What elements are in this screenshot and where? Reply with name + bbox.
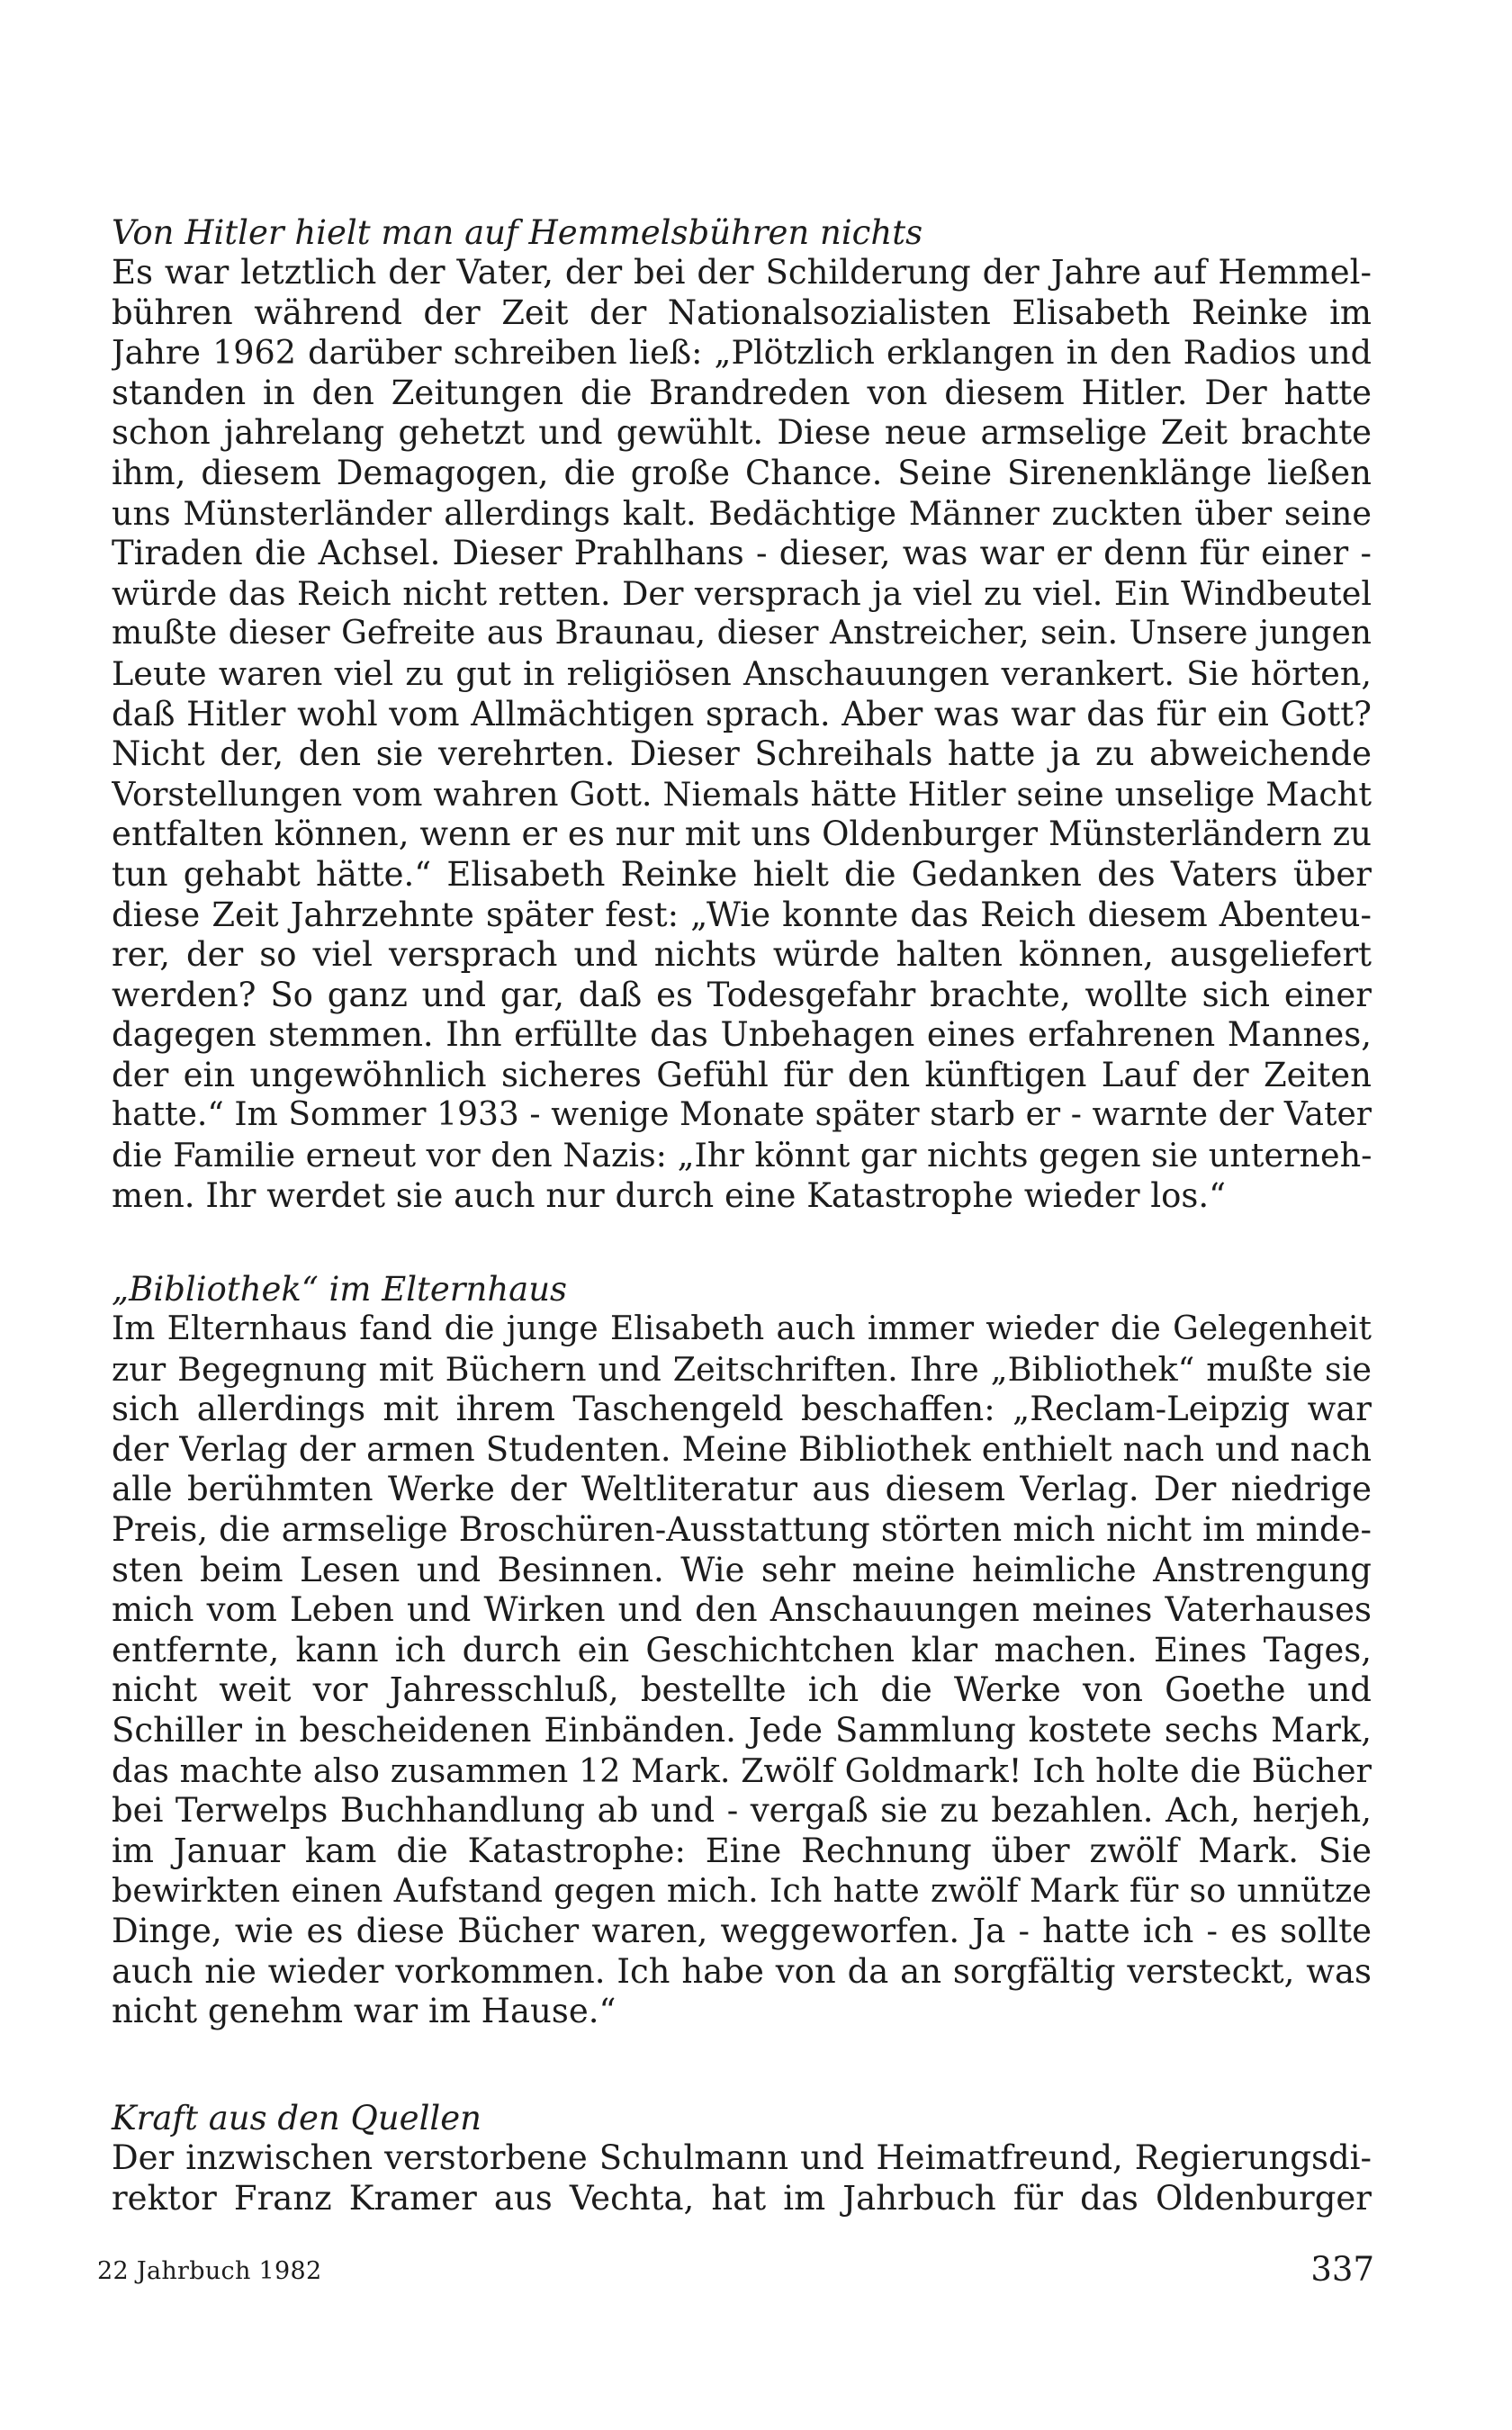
text-line: dagegen stemmen. Ihn erfüllte das Unbehagen eines erfahrenen Mannes, — [112, 1015, 1372, 1055]
section-hitler — [112, 212, 1372, 1216]
text-line: Jahre 1962 darüber schreiben ließ: „Plötzlich erklangen in den Radios und — [112, 333, 1372, 373]
text-line: daß Hitler wohl vom Allmächtigen sprach. Aber was war das für ein Gott? — [112, 694, 1372, 734]
text-line: tun gehabt hätte.“ Elisabeth Reinke hielt die Gedanken des Vaters über — [112, 854, 1372, 894]
text-line: nicht weit vor Jahresschluß, bestellte ich die Werke von Goethe und — [112, 1670, 1372, 1710]
text-line: uns Münsterländer allerdings kalt. Bedächtige Männer zuckten über seine — [112, 493, 1372, 533]
text-line: bei Terwelps Buchhandlung ab und - vergaß sie zu bezahlen. Ach, herjeh, — [112, 1791, 1372, 1831]
text-line: entfalten können, wenn er es nur mit uns Oldenburger Münsterländern zu — [112, 814, 1372, 854]
text-line: entfernte, kann ich durch ein Geschichtchen klar machen. Eines Tages, — [112, 1630, 1372, 1670]
text-line: würde das Reich nicht retten. Der versprach ja viel zu viel. Ein Windbeutel — [112, 573, 1372, 613]
text-line: mußte dieser Gefreite aus Braunau, dieser Anstreicher, sein. Unsere jungen — [112, 615, 1372, 652]
text-line: der ein ungewöhnlich sicheres Gefühl für den künftigen Lauf der Zeiten — [112, 1055, 1372, 1094]
text-line: Nicht der, den sie verehrten. Dieser Schreihals hatte ja zu abweichende — [112, 734, 1372, 774]
text-line: sten beim Lesen und Besinnen. Wie sehr meine heimliche Anstrengung — [112, 1550, 1372, 1589]
text-line: diese Zeit Jahrzehnte später fest: „Wie konnte das Reich diesem Abenteu- — [112, 895, 1372, 934]
section-kraft — [112, 2098, 1372, 2218]
text-line: bewirkten einen Aufstand gegen mich. Ich hatte zwölf Mark für so unnütze — [112, 1871, 1372, 1911]
text-line: ihm, diesem Demagogen, die große Chance. Seine Sirenenklänge ließen — [112, 453, 1372, 492]
section-body — [112, 1310, 1372, 2032]
text-line: die Familie erneut vor den Nazis: „Ihr könnt gar nichts gegen sie unterneh- — [112, 1136, 1372, 1175]
text-line: hatte.“ Im Sommer 1933 - wenige Monate später starb er - warnte der Vater — [112, 1096, 1372, 1134]
text-line: bühren während der Zeit der Nationalsozialisten Elisabeth Reinke im — [112, 292, 1372, 332]
text-line: Es war letztlich der Vater, der bei der Schilderung der Jahre auf Hemmel- — [112, 253, 1372, 292]
text-line: standen in den Zeitungen die Brandreden von diesem Hitler. Der hatte — [112, 373, 1372, 412]
text-line: Tiraden die Achsel. Dieser Prahlhans - dieser, was war er denn für einer - — [112, 534, 1372, 573]
text-line: Im Elternhaus fand die junge Elisabeth auch immer wieder die Gelegenheit — [112, 1310, 1372, 1347]
text-line: rektor Franz Kramer aus Vechta, hat im Jahrbuch für das Oldenburger — [112, 2178, 1372, 2218]
text-line: Preis, die armselige Broschüren-Ausstattung störten mich nicht im minde- — [112, 1509, 1372, 1549]
text-line: Der inzwischen verstorbene Schulmann und Heimatfreund, Regierungsdi- — [112, 2138, 1372, 2177]
text-line: das machte also zusammen 12 Mark. Zwölf Goldmark! Ich holte die Bücher — [112, 1750, 1372, 1790]
text-line: Vorstellungen vom wahren Gott. Niemals hätte Hitler seine unselige Macht — [112, 774, 1372, 814]
text-line: nicht genehm war im Hause.“ — [112, 1992, 616, 2031]
text-line: Leute waren viel zu gut in religiösen Anschauungen verankert. Sie hörten, — [112, 653, 1372, 693]
section-bibliothek — [112, 1269, 1372, 2032]
text-line: Schiller in bescheidenen Einbänden. Jede Sammlung kostete sechs Mark, — [112, 1710, 1372, 1750]
text-line: der Verlag der armen Studenten. Meine Bibliothek enthielt nach und nach — [112, 1429, 1372, 1469]
section-heading: Von Hitler hielt man auf Hemmelsbühren nichts — [112, 213, 923, 252]
text-line: Dinge, wie es diese Bücher waren, weggeworfen. Ja - hatte ich - es sollte — [112, 1911, 1372, 1950]
text-line: rer, der so viel versprach und nichts würde halten können, ausgeliefert — [112, 935, 1372, 975]
text-line: schon jahrelang gehetzt und gewühlt. Diese neue armselige Zeit brachte — [112, 413, 1372, 453]
section-heading: Kraft aus den Quellen — [112, 2099, 482, 2138]
text-line: auch nie wieder vorkommen. Ich habe von da an sorgfältig versteckt, was — [112, 1951, 1372, 1991]
text-line: sich allerdings mit ihrem Taschengeld beschaffen: „Reclam-Leipzig war — [112, 1390, 1372, 1429]
page-number: 337 — [1310, 2250, 1374, 2289]
section-body — [112, 253, 1372, 1216]
footer-signature: 22 Jahrbuch 1982 — [97, 2257, 322, 2285]
text-line: alle berühmten Werke der Weltliteratur aus diesem Verlag. Der niedrige — [112, 1470, 1372, 1509]
text-line: mich vom Leben und Wirken und den Anschauungen meines Vaterhauses — [112, 1590, 1372, 1630]
text-line: im Januar kam die Katastrophe: Eine Rechnung über zwölf Mark. Sie — [112, 1831, 1372, 1870]
text-line: zur Begegnung mit Büchern und Zeitschriften. Ihre „Bibliothek“ mußte sie — [112, 1349, 1372, 1389]
section-heading: „Bibliothek“ im Elternhaus — [112, 1270, 568, 1309]
text-line: men. Ihr werdet sie auch nur durch eine Katastrophe wieder los.“ — [112, 1175, 1227, 1215]
text-line: werden? So ganz und gar, daß es Todesgefahr brachte, wollte sich einer — [112, 975, 1372, 1014]
section-body — [112, 2138, 1372, 2218]
